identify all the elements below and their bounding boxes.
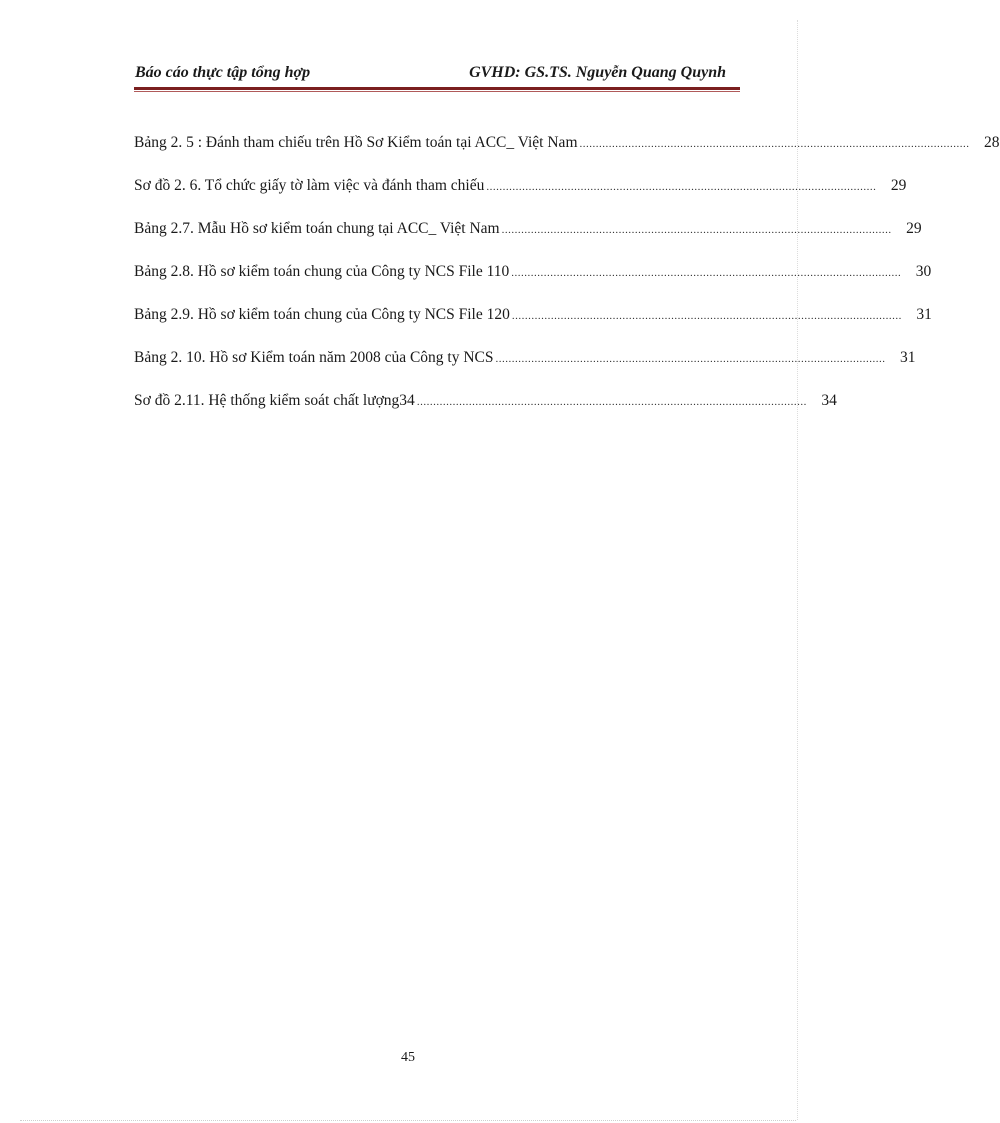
- table-of-figures: [134, 131, 1000, 432]
- page-edge-bottom: [20, 1120, 796, 1121]
- toc-entry[interactable]: [134, 389, 837, 432]
- toc-entry-title: Bảng 2. 5 : Đánh tham chiếu trên Hồ Sơ Kiểm toán tại ACC_ Việt Nam: [134, 134, 578, 151]
- toc-dot-leader: ........................................................................................................................: [416, 396, 807, 408]
- toc-entry[interactable]: [134, 260, 932, 303]
- toc-entry-page: 28: [984, 134, 1000, 151]
- toc-entry-page: 31: [916, 306, 932, 323]
- toc-dot-leader: ........................................................................................................................: [579, 138, 970, 150]
- toc-entry-title: Sơ đồ 2.11. Hệ thống kiểm soát chất lượng34: [134, 392, 415, 409]
- toc-entry-title: Bảng 2.9. Hồ sơ kiểm toán chung của Công ty NCS File 120: [134, 306, 510, 323]
- toc-entry-title: Bảng 2. 10. Hồ sơ Kiểm toán năm 2008 của Công ty NCS: [134, 349, 494, 366]
- toc-entry[interactable]: [134, 303, 932, 346]
- toc-dot-leader: ........................................................................................................................: [486, 181, 877, 193]
- header-supervisor: GVHD: GS.TS. Nguyễn Quang Quynh: [469, 64, 726, 81]
- toc-entry-page: 29: [906, 220, 922, 237]
- toc-entry-title: Bảng 2.7. Mẫu Hồ sơ kiểm toán chung tại ACC_ Việt Nam: [134, 220, 500, 237]
- toc-dot-leader: ........................................................................................................................: [495, 353, 886, 365]
- toc-entry[interactable]: [134, 217, 922, 260]
- toc-entry-page: 29: [890, 177, 907, 194]
- page-number: 45: [401, 1050, 415, 1065]
- toc-dot-leader: ........................................................................................................................: [511, 310, 902, 322]
- header-report-title: Báo cáo thực tập tổng hợp: [135, 64, 311, 81]
- page-header: [134, 62, 740, 86]
- toc-entry-title: Sơ đồ 2. 6. Tổ chức giấy tờ làm việc và đánh tham chiếu: [134, 177, 485, 194]
- toc-entry-page: 34: [821, 392, 837, 409]
- toc-entry-page: 30: [915, 263, 932, 280]
- toc-dot-leader: ........................................................................................................................: [501, 224, 892, 236]
- header-divider: [134, 87, 740, 90]
- toc-entry-title: Bảng 2.8. Hồ sơ kiểm toán chung của Công ty NCS File 110: [134, 263, 510, 280]
- page-edge-right: [797, 20, 798, 1120]
- toc-entry[interactable]: [134, 131, 1000, 174]
- toc-entry[interactable]: [134, 346, 916, 389]
- toc-dot-leader: ........................................................................................................................: [511, 267, 902, 279]
- toc-entry-page: 31: [900, 349, 916, 366]
- toc-entry[interactable]: [134, 174, 907, 217]
- header-divider-thin: [134, 91, 740, 92]
